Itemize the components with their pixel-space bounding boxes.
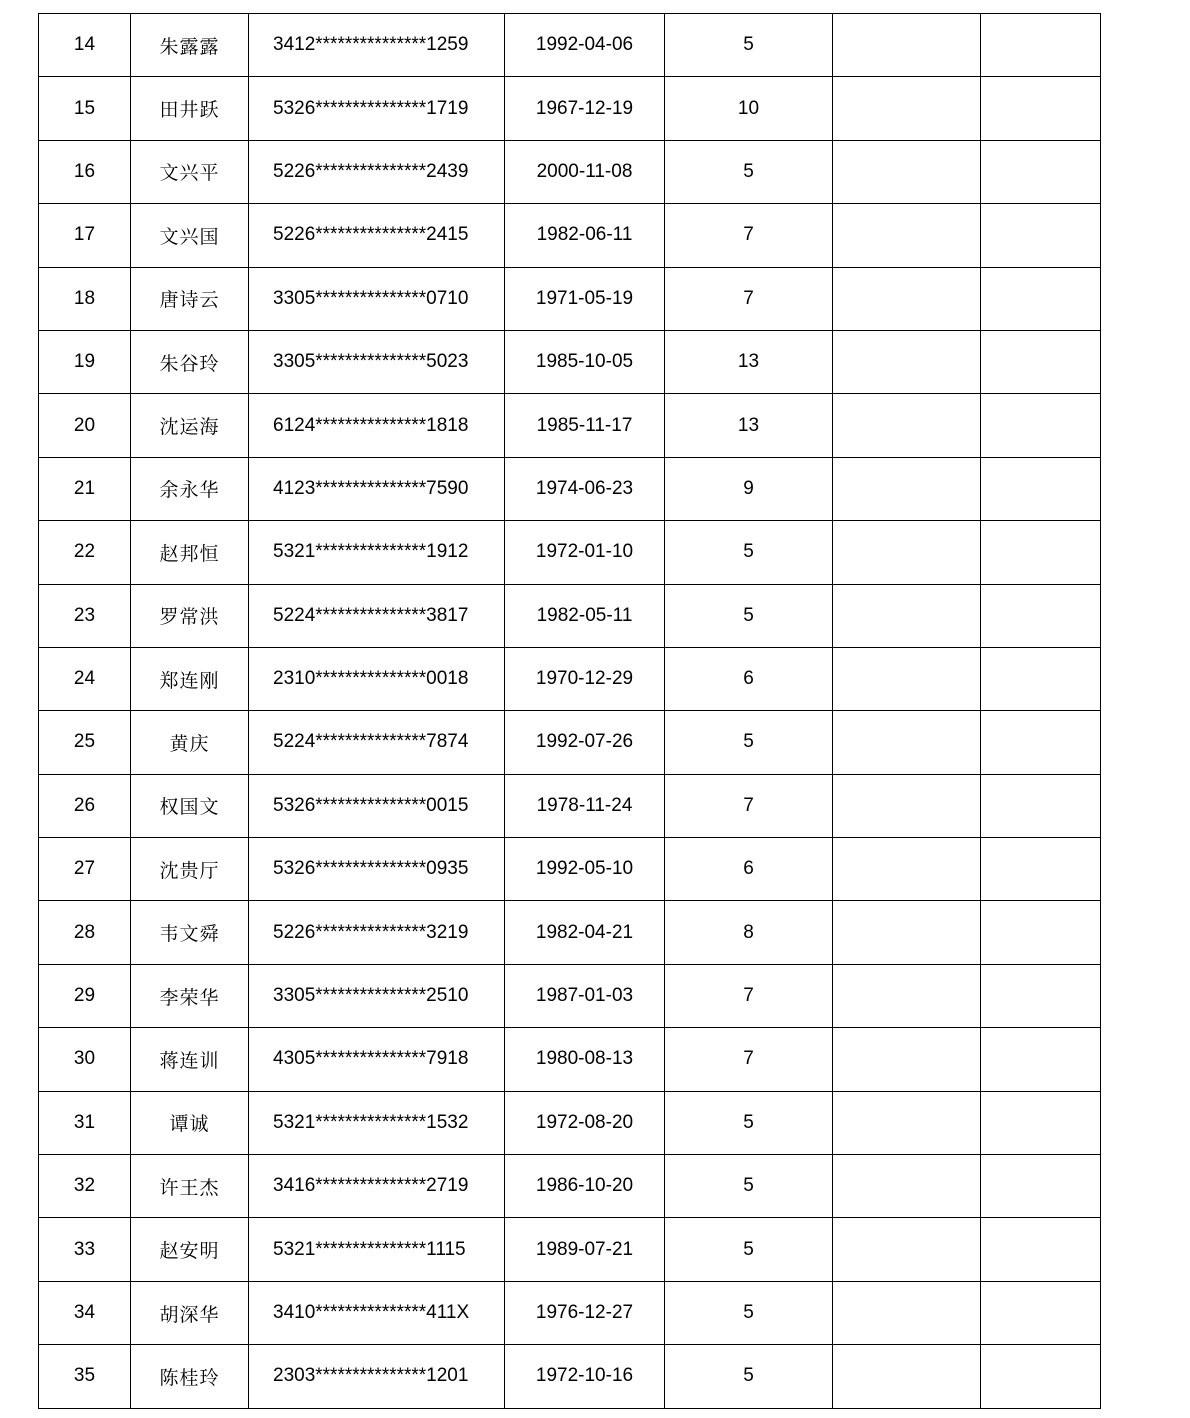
value-cell: 5 <box>665 1091 833 1154</box>
table-row <box>39 140 1101 203</box>
row-number-cell: 35 <box>39 1345 131 1408</box>
value-cell: 9 <box>665 457 833 520</box>
blank-cell <box>833 14 981 77</box>
value-cell: 7 <box>665 964 833 1027</box>
row-number-cell: 32 <box>39 1155 131 1218</box>
name-cell: 韦文舜 <box>131 901 249 964</box>
blank-cell <box>833 1028 981 1091</box>
name-cell: 朱露露 <box>131 14 249 77</box>
row-number-cell: 19 <box>39 330 131 393</box>
id-number-cell: 3305***************2510 <box>249 964 505 1027</box>
name-cell: 田井跃 <box>131 77 249 140</box>
roster-table-body <box>39 14 1101 1409</box>
birth-date-cell: 1989-07-21 <box>505 1218 665 1281</box>
name-cell: 权国文 <box>131 774 249 837</box>
birth-date-cell: 1992-04-06 <box>505 14 665 77</box>
blank-cell <box>981 584 1101 647</box>
blank-cell <box>981 457 1101 520</box>
row-number-cell: 22 <box>39 521 131 584</box>
blank-cell <box>833 457 981 520</box>
id-number-cell: 5224***************3817 <box>249 584 505 647</box>
row-number-cell: 30 <box>39 1028 131 1091</box>
id-number-cell: 4123***************7590 <box>249 457 505 520</box>
blank-cell <box>981 521 1101 584</box>
birth-date-cell: 2000-11-08 <box>505 140 665 203</box>
name-cell: 蒋连训 <box>131 1028 249 1091</box>
id-number-cell: 5326***************0015 <box>249 774 505 837</box>
blank-cell <box>833 838 981 901</box>
table-row <box>39 901 1101 964</box>
blank-cell <box>981 140 1101 203</box>
blank-cell <box>981 204 1101 267</box>
table-row <box>39 457 1101 520</box>
birth-date-cell: 1986-10-20 <box>505 1155 665 1218</box>
table-row <box>39 584 1101 647</box>
name-cell: 胡深华 <box>131 1281 249 1344</box>
name-cell: 文兴平 <box>131 140 249 203</box>
blank-cell <box>981 964 1101 1027</box>
table-row <box>39 77 1101 140</box>
birth-date-cell: 1972-10-16 <box>505 1345 665 1408</box>
blank-cell <box>981 330 1101 393</box>
table-row <box>39 1028 1101 1091</box>
blank-cell <box>981 394 1101 457</box>
roster-table <box>38 13 1101 1409</box>
table-row <box>39 267 1101 330</box>
name-cell: 沈贵厅 <box>131 838 249 901</box>
birth-date-cell: 1987-01-03 <box>505 964 665 1027</box>
blank-cell <box>833 330 981 393</box>
id-number-cell: 5326***************1719 <box>249 77 505 140</box>
row-number-cell: 28 <box>39 901 131 964</box>
row-number-cell: 20 <box>39 394 131 457</box>
name-cell: 朱谷玲 <box>131 330 249 393</box>
row-number-cell: 34 <box>39 1281 131 1344</box>
id-number-cell: 5321***************1115 <box>249 1218 505 1281</box>
table-row <box>39 1281 1101 1344</box>
value-cell: 5 <box>665 521 833 584</box>
row-number-cell: 17 <box>39 204 131 267</box>
id-number-cell: 6124***************1818 <box>249 394 505 457</box>
row-number-cell: 25 <box>39 711 131 774</box>
blank-cell <box>833 711 981 774</box>
birth-date-cell: 1982-04-21 <box>505 901 665 964</box>
name-cell: 郑连刚 <box>131 647 249 710</box>
id-number-cell: 2310***************0018 <box>249 647 505 710</box>
id-number-cell: 5326***************0935 <box>249 838 505 901</box>
id-number-cell: 5321***************1532 <box>249 1091 505 1154</box>
birth-date-cell: 1972-08-20 <box>505 1091 665 1154</box>
table-row <box>39 647 1101 710</box>
id-number-cell: 5226***************2415 <box>249 204 505 267</box>
blank-cell <box>833 394 981 457</box>
id-number-cell: 5321***************1912 <box>249 521 505 584</box>
blank-cell <box>981 14 1101 77</box>
row-number-cell: 27 <box>39 838 131 901</box>
table-row <box>39 1155 1101 1218</box>
blank-cell <box>981 1155 1101 1218</box>
birth-date-cell: 1974-06-23 <box>505 457 665 520</box>
blank-cell <box>981 774 1101 837</box>
value-cell: 7 <box>665 774 833 837</box>
name-cell: 谭诚 <box>131 1091 249 1154</box>
document-table-container <box>38 13 1101 1409</box>
birth-date-cell: 1980-08-13 <box>505 1028 665 1091</box>
id-number-cell: 5224***************7874 <box>249 711 505 774</box>
row-number-cell: 24 <box>39 647 131 710</box>
blank-cell <box>833 267 981 330</box>
blank-cell <box>981 1091 1101 1154</box>
blank-cell <box>833 774 981 837</box>
row-number-cell: 18 <box>39 267 131 330</box>
blank-cell <box>981 1218 1101 1281</box>
row-number-cell: 21 <box>39 457 131 520</box>
table-row <box>39 838 1101 901</box>
value-cell: 5 <box>665 14 833 77</box>
value-cell: 6 <box>665 838 833 901</box>
table-row <box>39 204 1101 267</box>
birth-date-cell: 1982-06-11 <box>505 204 665 267</box>
blank-cell <box>833 204 981 267</box>
name-cell: 赵邦恒 <box>131 521 249 584</box>
row-number-cell: 31 <box>39 1091 131 1154</box>
blank-cell <box>981 901 1101 964</box>
value-cell: 8 <box>665 901 833 964</box>
blank-cell <box>833 1091 981 1154</box>
blank-cell <box>981 1028 1101 1091</box>
table-row <box>39 1218 1101 1281</box>
blank-cell <box>981 267 1101 330</box>
value-cell: 5 <box>665 711 833 774</box>
birth-date-cell: 1971-05-19 <box>505 267 665 330</box>
name-cell: 罗常洪 <box>131 584 249 647</box>
blank-cell <box>833 1281 981 1344</box>
value-cell: 13 <box>665 330 833 393</box>
row-number-cell: 23 <box>39 584 131 647</box>
id-number-cell: 3412***************1259 <box>249 14 505 77</box>
blank-cell <box>833 901 981 964</box>
blank-cell <box>833 521 981 584</box>
birth-date-cell: 1992-05-10 <box>505 838 665 901</box>
table-row <box>39 711 1101 774</box>
birth-date-cell: 1967-12-19 <box>505 77 665 140</box>
value-cell: 7 <box>665 204 833 267</box>
row-number-cell: 26 <box>39 774 131 837</box>
id-number-cell: 5226***************3219 <box>249 901 505 964</box>
birth-date-cell: 1972-01-10 <box>505 521 665 584</box>
blank-cell <box>981 77 1101 140</box>
id-number-cell: 4305***************7918 <box>249 1028 505 1091</box>
blank-cell <box>833 140 981 203</box>
name-cell: 唐诗云 <box>131 267 249 330</box>
table-row <box>39 1345 1101 1408</box>
blank-cell <box>981 647 1101 710</box>
blank-cell <box>833 77 981 140</box>
value-cell: 7 <box>665 267 833 330</box>
row-number-cell: 29 <box>39 964 131 1027</box>
birth-date-cell: 1978-11-24 <box>505 774 665 837</box>
value-cell: 5 <box>665 1218 833 1281</box>
blank-cell <box>981 838 1101 901</box>
blank-cell <box>833 964 981 1027</box>
table-row <box>39 774 1101 837</box>
name-cell: 沈运海 <box>131 394 249 457</box>
name-cell: 李荣华 <box>131 964 249 1027</box>
row-number-cell: 14 <box>39 14 131 77</box>
table-row <box>39 394 1101 457</box>
value-cell: 5 <box>665 584 833 647</box>
blank-cell <box>833 647 981 710</box>
value-cell: 5 <box>665 1155 833 1218</box>
birth-date-cell: 1985-10-05 <box>505 330 665 393</box>
blank-cell <box>833 1218 981 1281</box>
row-number-cell: 33 <box>39 1218 131 1281</box>
id-number-cell: 3416***************2719 <box>249 1155 505 1218</box>
id-number-cell: 2303***************1201 <box>249 1345 505 1408</box>
value-cell: 10 <box>665 77 833 140</box>
table-row <box>39 330 1101 393</box>
birth-date-cell: 1985-11-17 <box>505 394 665 457</box>
name-cell: 余永华 <box>131 457 249 520</box>
id-number-cell: 3410***************411X <box>249 1281 505 1344</box>
value-cell: 5 <box>665 1281 833 1344</box>
name-cell: 赵安明 <box>131 1218 249 1281</box>
name-cell: 文兴国 <box>131 204 249 267</box>
row-number-cell: 15 <box>39 77 131 140</box>
birth-date-cell: 1970-12-29 <box>505 647 665 710</box>
name-cell: 陈桂玲 <box>131 1345 249 1408</box>
row-number-cell: 16 <box>39 140 131 203</box>
id-number-cell: 5226***************2439 <box>249 140 505 203</box>
table-row <box>39 1091 1101 1154</box>
birth-date-cell: 1992-07-26 <box>505 711 665 774</box>
blank-cell <box>981 711 1101 774</box>
blank-cell <box>833 584 981 647</box>
value-cell: 6 <box>665 647 833 710</box>
name-cell: 许王杰 <box>131 1155 249 1218</box>
value-cell: 5 <box>665 1345 833 1408</box>
birth-date-cell: 1982-05-11 <box>505 584 665 647</box>
value-cell: 7 <box>665 1028 833 1091</box>
value-cell: 13 <box>665 394 833 457</box>
value-cell: 5 <box>665 140 833 203</box>
blank-cell <box>833 1155 981 1218</box>
table-row <box>39 964 1101 1027</box>
birth-date-cell: 1976-12-27 <box>505 1281 665 1344</box>
id-number-cell: 3305***************0710 <box>249 267 505 330</box>
blank-cell <box>981 1345 1101 1408</box>
name-cell: 黄庆 <box>131 711 249 774</box>
blank-cell <box>981 1281 1101 1344</box>
blank-cell <box>833 1345 981 1408</box>
id-number-cell: 3305***************5023 <box>249 330 505 393</box>
table-row <box>39 14 1101 77</box>
table-row <box>39 521 1101 584</box>
